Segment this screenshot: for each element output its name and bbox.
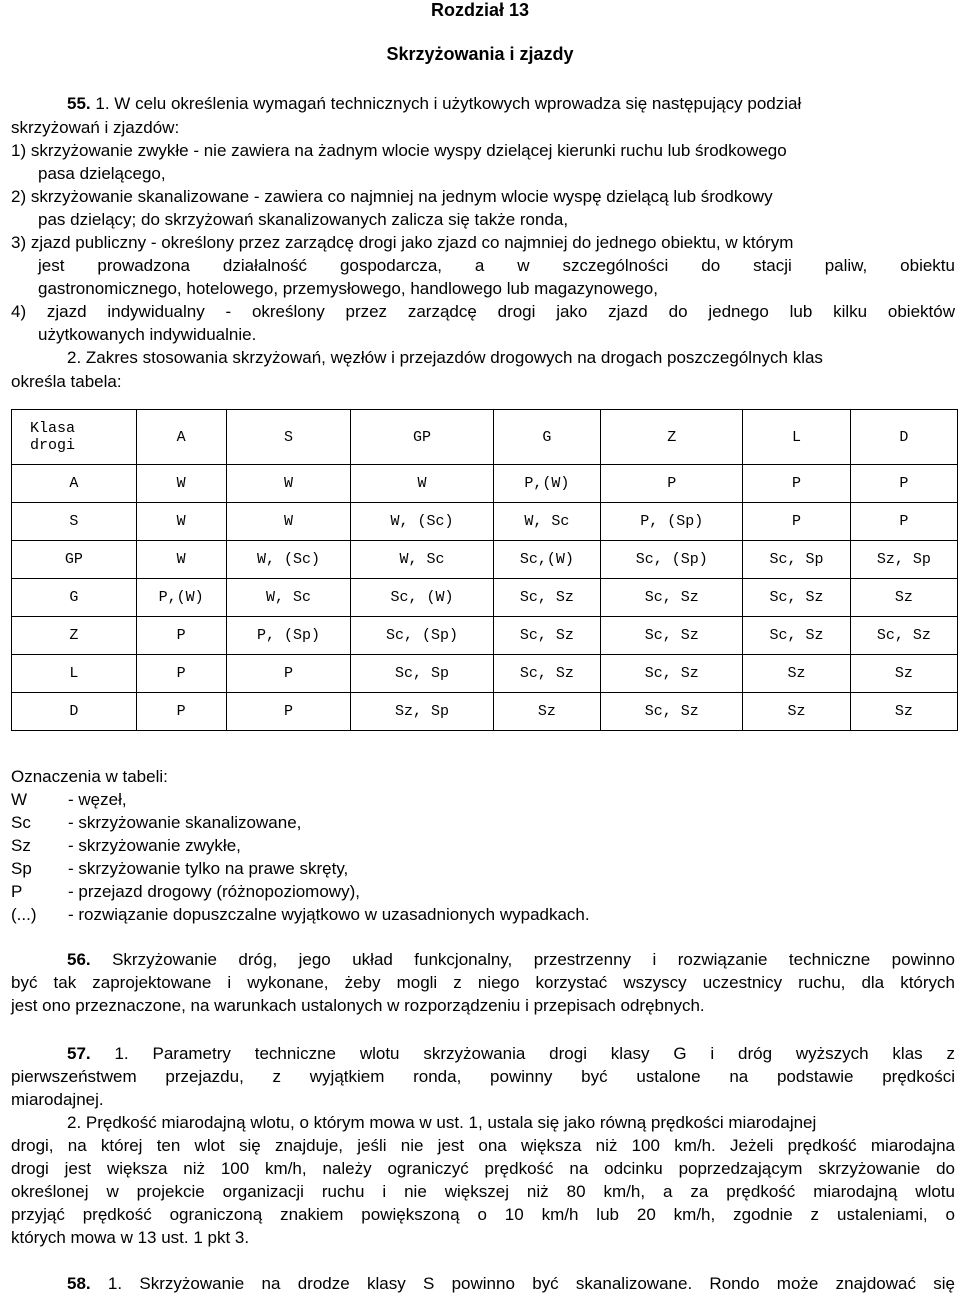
table-cell: Sc,(W) [493,541,600,579]
table-header-row [12,410,958,465]
table-cell: Sz, Sp [351,693,493,731]
table-cell: Sc, Sz [601,617,743,655]
section-text: Skrzyżowanie na drodze klasy S powinno być skanalizowane. Rondo może znajdować się [139,1274,955,1293]
table-cell: W [226,503,351,541]
table-cell: P,(W) [136,579,226,617]
table-cell: W, Sc [493,503,600,541]
table-header-cell: Z [601,410,743,465]
table-header-cell: G [493,410,600,465]
header-first-line: drogi [30,437,76,454]
section-text: określa tabela: [11,372,122,391]
section-text: drogi jest większa niż 100 km/h, należy ograniczyć prędkość na odcinku poprzedzającym skrzyżowanie do [11,1159,955,1178]
table-header-cell: L [743,410,850,465]
table-cell: Sz [493,693,600,731]
table-cell: P [136,617,226,655]
table-cell: Sc, (W) [351,579,493,617]
table-cell: Sz [850,655,957,693]
paragraph-number: 1. [95,94,110,113]
table-cell: P [136,655,226,693]
table-row [12,465,958,503]
table-row [12,693,958,731]
section-number: 55. [67,94,91,113]
table-cell: W [136,503,226,541]
table-header-cell [12,410,137,465]
table-row [12,617,958,655]
table-cell: S [12,503,137,541]
legend-desc: - węzeł, [68,790,127,809]
legend-desc: - skrzyżowanie zwykłe, [68,836,241,855]
table-cell: P, (Sp) [601,503,743,541]
table-cell: Sc, Sp [743,541,850,579]
table-cell: P [743,503,850,541]
section-number: 57. [67,1044,91,1063]
table-cell: W [136,465,226,503]
table-row [12,541,958,579]
legend-key: Sc [11,813,31,832]
section-text: jest ono przeznaczone, na warunkach ustalonych w rozporządzeniu i przepisach odrębnych. [11,996,705,1015]
legend-desc: - przejazd drogowy (różnopoziomowy), [68,882,360,901]
table-row [12,579,958,617]
table-cell: Sc, Sz [743,617,850,655]
list-item: 2) skrzyżowanie skanalizowane - zawiera co najmniej na jednym wlocie wyspę dzielącą lub środkowy [11,187,773,206]
table-cell: D [12,693,137,731]
section-text: drogi, na której ten wlot się znajduje, jeśli nie jest ona większa niż 100 km/h. Jeżeli prędkość miarodajna [11,1136,955,1155]
table-header-cell: A [136,410,226,465]
list-item-continuation: użytkowanych indywidualnie. [38,325,257,344]
list-item-continuation: pas dzielący; do skrzyżowań skanalizowanych zalicza się także ronda, [38,210,569,229]
table-cell: W [226,465,351,503]
table-header-cell: D [850,410,957,465]
list-item-continuation: jest prowadzona działalność gospodarcza, a w szczególności do stacji paliw, obiektu [38,256,955,275]
list-item-continuation: gastronomicznego, hotelowego, przemysłowego, handlowego lub magazynowego, [38,279,658,298]
table-cell: Sc, Sz [493,655,600,693]
section-text: miarodajnej. [11,1090,104,1109]
section-text: być tak zaprojektowane i wykonane, żeby mogli z niego korzystać wszyscy uczestnicy ruchu, dla których [11,973,955,992]
section-text: przyjąć prędkość ograniczoną znakiem powiększoną o 10 km/h lub 20 km/h, zgodnie z ustaleniami, o [11,1205,955,1224]
legend-key: W [11,790,28,809]
section-text: Parametry techniczne wlotu skrzyżowania drogi klasy G i dróg wyższych klas z [152,1044,955,1063]
table-cell: Sc, Sz [601,655,743,693]
table-cell: Sz [850,579,957,617]
table-header-cell: GP [351,410,493,465]
legend-desc: - rozwiązanie dopuszczalne wyjątkowo w uzasadnionych wypadkach. [68,905,590,924]
section-56-first-line [67,948,955,971]
table-cell: Sc, Sz [493,579,600,617]
table-cell: GP [12,541,137,579]
table-cell: P [226,693,351,731]
table-row [12,503,958,541]
list-item: 1) skrzyżowanie zwykłe - nie zawiera na żadnym wlocie wyspy dzielącej kierunki ruchu lub środkowego [11,141,787,160]
table-cell: P [850,465,957,503]
paragraph-number: 2. [67,348,82,367]
table-cell: Sz [850,693,957,731]
section-text: 2. Prędkość miarodajną wlotu, o którym mowa w ust. 1, ustala się jako równą prędkości miarodajnej [67,1113,817,1132]
table-cell: Z [12,617,137,655]
legend-title: Oznaczenia w tabeli: [11,767,168,786]
table-cell: A [12,465,137,503]
list-item: 3) zjazd publiczny - określony przez zarządcę drogi jako zjazd co najmniej do jednego obiektu, w którym [11,233,794,252]
paragraph-number: 1. [107,1274,123,1293]
table-cell: L [12,655,137,693]
table-cell: P [850,503,957,541]
table-cell: Sc, Sz [493,617,600,655]
table-cell: P [136,693,226,731]
table-cell: Sc, Sz [743,579,850,617]
table-cell: W, Sc [226,579,351,617]
section-57-first-line [67,1042,955,1065]
legend-key: (...) [11,905,37,924]
section-text: Skrzyżowanie dróg, jego układ funkcjonalny, przestrzenny i rozwiązanie techniczne powinno [112,950,955,969]
table-cell: G [12,579,137,617]
legend-desc: - skrzyżowanie skanalizowane, [68,813,302,832]
table-cell: P [601,465,743,503]
header-first-line: Klasa [30,420,76,437]
table-row [12,655,958,693]
legend-desc: - skrzyżowanie tylko na prawe skręty, [68,859,349,878]
section-text: określonej w projekcie organizacji ruchu i nie większej niż 80 km/h, a za prędkość miarodajną wlotu [11,1182,955,1201]
section-55-first-line [67,92,801,115]
table-cell: Sc, Sz [850,617,957,655]
paragraph-2-line [67,346,823,369]
chapter-heading: Rozdział 13 [430,0,530,20]
list-item-continuation: pasa dzielącego, [38,164,166,183]
table-cell: Sc, (Sp) [351,617,493,655]
section-text: W celu określenia wymagań technicznych i użytkowych wprowadza się następujący podział [114,94,802,113]
section-text: których mowa w 13 ust. 1 pkt 3. [11,1228,250,1247]
legend-key: P [11,882,23,901]
list-item: 4) zjazd indywidualny - określony przez zarządcę drogi jako zjazd do jednego lub kilku obiektów [11,302,955,321]
table-cell: W, (Sc) [351,503,493,541]
table-cell: P, (Sp) [226,617,351,655]
section-number: 58. [67,1274,91,1293]
table-cell: W [351,465,493,503]
road-class-table [11,409,958,731]
legend-key: Sz [11,836,31,855]
table-cell: Sc, Sz [601,579,743,617]
table-header-cell: S [226,410,351,465]
table-cell: Sc, (Sp) [601,541,743,579]
paragraph-number: 1. [114,1044,129,1063]
table-cell: Sc, Sz [601,693,743,731]
table-cell: W, Sc [351,541,493,579]
table-cell: Sz [743,693,850,731]
section-text: Zakres stosowania skrzyżowań, węzłów i przejazdów drogowych na drogach poszczególnych klas [85,348,823,367]
chapter-title: Skrzyżowania i zjazdy [386,44,574,64]
section-text: pierwszeństwem przejazdu, z wyjątkiem ronda, powinny być ustalone na podstawie prędkości [11,1067,955,1086]
table-cell: P [226,655,351,693]
section-number: 56. [67,950,91,969]
table-cell: W, (Sc) [226,541,351,579]
table-cell: W [136,541,226,579]
table-cell: Sz, Sp [850,541,957,579]
table-cell: Sc, Sp [351,655,493,693]
table-cell: P,(W) [493,465,600,503]
table-cell: Sz [743,655,850,693]
table-cell: P [743,465,850,503]
section-text: skrzyżowań i zjazdów: [11,118,180,137]
legend-key: Sp [11,859,32,878]
section-58-first-line [67,1272,955,1295]
